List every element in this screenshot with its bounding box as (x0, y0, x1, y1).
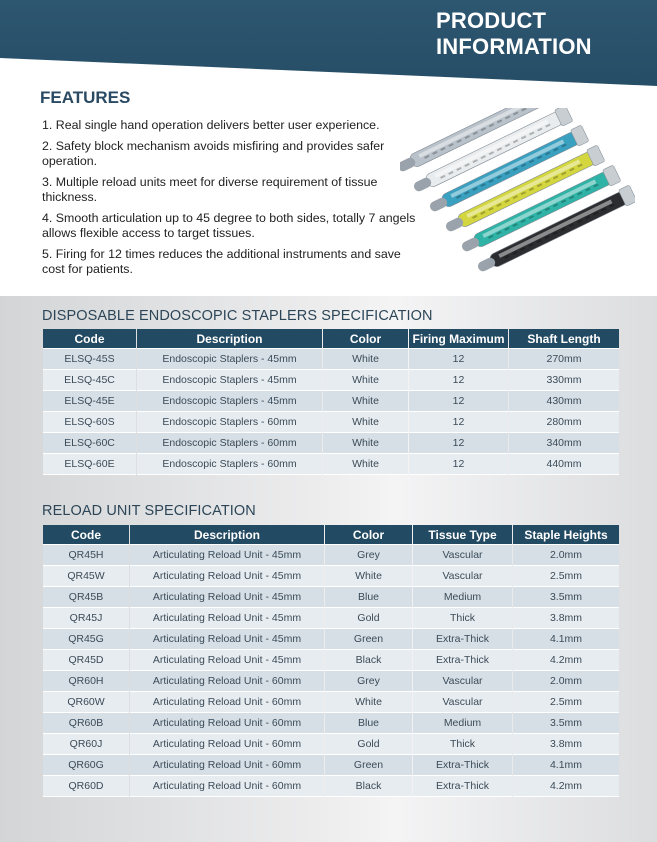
table-row (43, 566, 619, 587)
table-cell: Thick (413, 734, 512, 755)
table-cell: Green (325, 629, 412, 650)
column-header: Color (323, 329, 408, 349)
column-header: Staple Heights (513, 525, 619, 545)
table-cell: 430mm (509, 391, 619, 412)
table-cell: White (323, 391, 408, 412)
column-header: Description (130, 525, 324, 545)
table-cell: Articulating Reload Unit - 60mm (130, 734, 324, 755)
table-row (43, 545, 619, 566)
table-cell: White (323, 412, 408, 433)
table-cell: 440mm (509, 454, 619, 475)
table-cell: White (323, 349, 408, 370)
table-cell: 2.5mm (513, 566, 619, 587)
table-row (43, 776, 619, 797)
table-cell: Endoscopic Staplers - 60mm (137, 412, 322, 433)
table-cell: Blue (325, 713, 412, 734)
page-title-line1: PRODUCT (436, 8, 547, 33)
table-cell: ELSQ-60S (43, 412, 136, 433)
table-cell: QR60G (43, 755, 129, 776)
table-row (43, 713, 619, 734)
table-cell: White (323, 433, 408, 454)
table-cell: Articulating Reload Unit - 60mm (130, 671, 324, 692)
table-row (43, 412, 619, 433)
table-row (43, 755, 619, 776)
table-header-row (43, 525, 619, 545)
table-row (43, 433, 619, 454)
table-cell: Extra-Thick (413, 629, 512, 650)
table-cell: QR60B (43, 713, 129, 734)
page-title (436, 8, 646, 60)
table-cell: Endoscopic Staplers - 45mm (137, 349, 322, 370)
table-cell: Articulating Reload Unit - 45mm (130, 629, 324, 650)
reload-spec-table (42, 525, 620, 797)
table-cell: Endoscopic Staplers - 45mm (137, 370, 322, 391)
table-cell: Black (325, 650, 412, 671)
stapler-reloads-image (400, 108, 635, 273)
table-cell: Vascular (413, 692, 512, 713)
table-cell: Articulating Reload Unit - 45mm (130, 545, 324, 566)
table-cell: ELSQ-60C (43, 433, 136, 454)
table-cell: ELSQ-45E (43, 391, 136, 412)
table-row (43, 391, 619, 412)
table-cell: Articulating Reload Unit - 60mm (130, 755, 324, 776)
table-cell: 3.5mm (513, 587, 619, 608)
table-row (43, 671, 619, 692)
table-header-row (43, 329, 619, 349)
table-cell: 280mm (509, 412, 619, 433)
column-header: Shaft Length (509, 329, 619, 349)
table-cell: Endoscopic Staplers - 60mm (137, 433, 322, 454)
feature-item: 4. Smooth articulation up to 45 degree to both sides, totally 7 angels allows flexible access to target tissues. (42, 211, 416, 240)
table-cell: QR60H (43, 671, 129, 692)
table-cell: 3.8mm (513, 608, 619, 629)
table-cell: White (325, 566, 412, 587)
reload-spec-title: RELOAD UNIT SPECIFICATION (42, 503, 256, 519)
table-cell: Vascular (413, 566, 512, 587)
table-cell: 4.2mm (513, 776, 619, 797)
table-cell: Articulating Reload Unit - 60mm (130, 713, 324, 734)
feature-item: 3. Multiple reload units meet for diverse requirement of tissue thickness. (42, 175, 378, 204)
table-cell: 330mm (509, 370, 619, 391)
table-row (43, 454, 619, 475)
table-cell: 12 (409, 412, 508, 433)
table-cell: Green (325, 755, 412, 776)
table-cell: Articulating Reload Unit - 45mm (130, 587, 324, 608)
table-cell: 3.8mm (513, 734, 619, 755)
table-cell: 2.5mm (513, 692, 619, 713)
column-header: Description (137, 329, 322, 349)
table-cell: 2.0mm (513, 545, 619, 566)
table-cell: QR45W (43, 566, 129, 587)
table-cell: Extra-Thick (413, 755, 512, 776)
table-cell: ELSQ-60E (43, 454, 136, 475)
table-cell: Articulating Reload Unit - 45mm (130, 566, 324, 587)
table-cell: QR60W (43, 692, 129, 713)
table-cell: Gold (325, 734, 412, 755)
table-cell: Medium (413, 713, 512, 734)
table-cell: Endoscopic Staplers - 45mm (137, 391, 322, 412)
table-cell: QR60J (43, 734, 129, 755)
table-cell: 270mm (509, 349, 619, 370)
table-row (43, 370, 619, 391)
table-cell: 4.1mm (513, 755, 619, 776)
table-cell: Vascular (413, 545, 512, 566)
feature-item: 2. Safety block mechanism avoids misfiring and provides safer operation. (42, 139, 385, 168)
table-cell: 12 (409, 349, 508, 370)
table-row (43, 587, 619, 608)
page-title-line2: INFORMATION (436, 34, 592, 59)
table-cell: Endoscopic Staplers - 60mm (137, 454, 322, 475)
table-row (43, 629, 619, 650)
table-cell: Extra-Thick (413, 776, 512, 797)
table-cell: QR45D (43, 650, 129, 671)
staplers-spec-title: DISPOSABLE ENDOSCOPIC STAPLERS SPECIFICATION (42, 308, 433, 324)
column-header: Tissue Type (413, 525, 512, 545)
column-header: Code (43, 525, 129, 545)
table-row (43, 349, 619, 370)
table-cell: Thick (413, 608, 512, 629)
table-cell: 4.2mm (513, 650, 619, 671)
table-cell: QR45H (43, 545, 129, 566)
table-cell: Articulating Reload Unit - 45mm (130, 608, 324, 629)
table-cell: White (323, 454, 408, 475)
table-row (43, 608, 619, 629)
table-cell: 12 (409, 454, 508, 475)
table-cell: Vascular (413, 671, 512, 692)
table-cell: 12 (409, 433, 508, 454)
table-cell: Articulating Reload Unit - 60mm (130, 776, 324, 797)
table-cell: Medium (413, 587, 512, 608)
staplers-spec-table (42, 329, 620, 475)
table-cell: 12 (409, 391, 508, 412)
table-cell: QR60D (43, 776, 129, 797)
table-cell: ELSQ-45C (43, 370, 136, 391)
column-header: Code (43, 329, 136, 349)
table-cell: Extra-Thick (413, 650, 512, 671)
table-cell: 3.5mm (513, 713, 619, 734)
table-row (43, 650, 619, 671)
table-cell: Blue (325, 587, 412, 608)
feature-list (42, 118, 422, 283)
table-cell: QR45B (43, 587, 129, 608)
table-cell: 340mm (509, 433, 619, 454)
table-cell: Gold (325, 608, 412, 629)
column-header: Color (325, 525, 412, 545)
table-cell: Articulating Reload Unit - 60mm (130, 692, 324, 713)
table-cell: Articulating Reload Unit - 45mm (130, 650, 324, 671)
column-header: Firing Maximum (409, 329, 508, 349)
table-row (43, 692, 619, 713)
table-cell: White (325, 692, 412, 713)
table-row (43, 734, 619, 755)
table-cell: QR45J (43, 608, 129, 629)
table-cell: 12 (409, 370, 508, 391)
table-cell: Black (325, 776, 412, 797)
feature-item: 1. Real single hand operation delivers better user experience. (42, 118, 380, 132)
features-heading: FEATURES (40, 88, 131, 107)
table-cell: Grey (325, 545, 412, 566)
table-cell: 4.1mm (513, 629, 619, 650)
table-cell: 2.0mm (513, 671, 619, 692)
table-cell: ELSQ-45S (43, 349, 136, 370)
table-cell: Grey (325, 671, 412, 692)
table-cell: QR45G (43, 629, 129, 650)
feature-item: 5. Firing for 12 times reduces the additional instruments and save cost for patients. (42, 247, 401, 276)
table-cell: White (323, 370, 408, 391)
